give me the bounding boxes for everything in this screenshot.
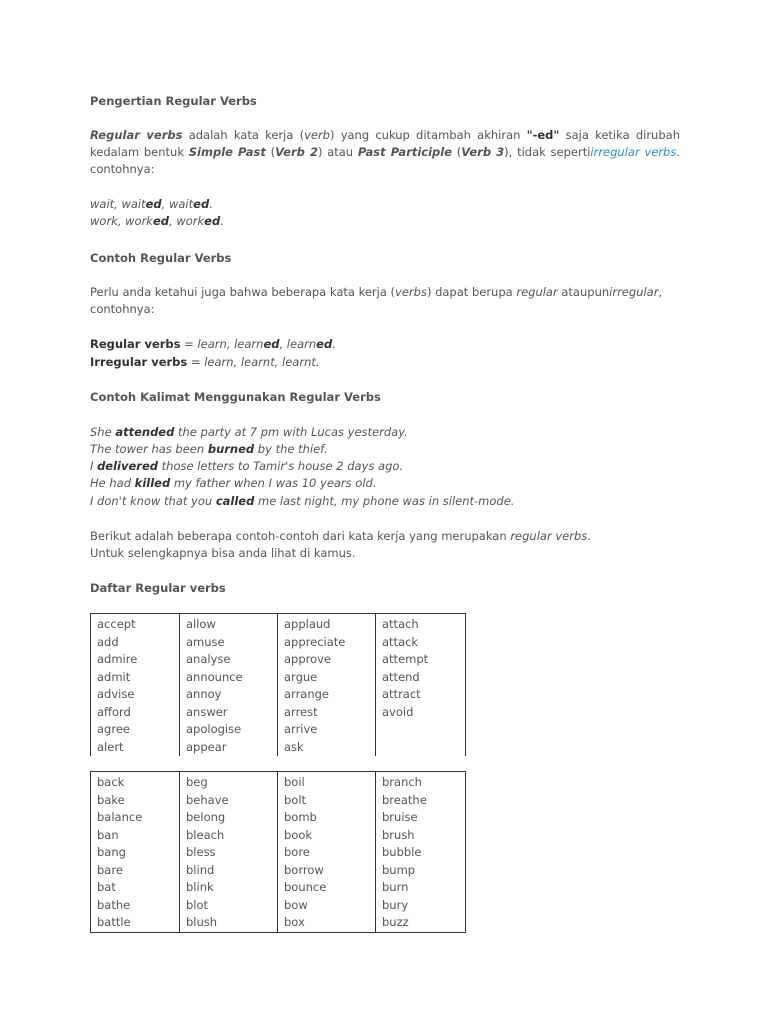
heading-kalimat: Contoh Kalimat Menggunakan Regular Verbs (90, 390, 381, 404)
verb-cell: battle (97, 915, 131, 929)
verb-cell: bounce (284, 880, 327, 894)
def-verb2: Verb 2 (275, 145, 318, 159)
def-text: ( (452, 145, 462, 159)
table-column (376, 772, 466, 933)
verb-cell: bang (97, 845, 126, 859)
verb-cell: argue (284, 669, 318, 684)
table-column (91, 614, 180, 757)
irregular-verbs-example: Irregular verbs = learn, learnt, learnt. (90, 355, 320, 369)
verb-cell: box (284, 915, 305, 929)
verb-cell: apologise (186, 722, 242, 736)
verb-cell: balance (97, 810, 143, 824)
verb-cell: bury (382, 897, 409, 912)
verb-cell: approve (284, 652, 332, 666)
verb-cell (382, 721, 459, 739)
verb-cell: bolt (284, 792, 307, 807)
def-text: . contohnya: (90, 145, 680, 176)
verb-cell: analyse (186, 652, 231, 666)
verb-cell: arrest (284, 704, 318, 719)
definition-paragraph (90, 127, 680, 178)
irregular-verbs-link[interactable]: irregular verbs (590, 145, 677, 159)
table-column (180, 614, 278, 757)
verb-cell: annoy (186, 687, 222, 701)
heading-daftar: Daftar Regular verbs (90, 581, 226, 595)
verb-cell: admire (97, 652, 138, 666)
verb-cell: borrow (284, 862, 324, 877)
verb-cell: afford (97, 704, 131, 719)
verb-cell: bat (97, 880, 116, 894)
verb-cell: bomb (284, 810, 317, 824)
verb-cell: bless (186, 845, 216, 859)
verb-cell: agree (97, 722, 130, 736)
def-verb3: Verb 3 (461, 145, 505, 159)
example-wait: wait, waited, waited. (90, 197, 213, 211)
verb-cell: allow (186, 617, 216, 631)
def-text: ) atau (317, 145, 358, 159)
verb-cell: bow (284, 897, 308, 912)
verb-cell: burn (382, 880, 409, 894)
table-column (278, 772, 376, 933)
def-text: ( (265, 145, 276, 159)
verb-cell: bore (284, 845, 310, 859)
verb-cell: attract (382, 687, 421, 701)
verb-cell: branch (382, 775, 422, 789)
verb-cell: appreciate (284, 634, 346, 649)
verb-cell: blind (186, 862, 215, 877)
verb-cell: attempt (382, 652, 429, 666)
verb-cell (382, 739, 459, 757)
verb-cell: add (97, 634, 119, 649)
table-column (91, 772, 180, 933)
verb-cell: attach (382, 617, 419, 631)
verb-cell: answer (186, 704, 228, 719)
verb-cell: beg (186, 775, 208, 789)
verb-cell: arrive (284, 722, 318, 736)
verb-cell: attend (382, 669, 420, 684)
heading-contoh: Contoh Regular Verbs (90, 251, 232, 265)
table-column (376, 614, 466, 757)
verb-cell: bare (97, 862, 123, 877)
verb-cell: admit (97, 669, 131, 684)
verb-cell: ask (284, 739, 304, 754)
table-column (278, 614, 376, 757)
berikut-paragraph: Berikut adalah beberapa contoh-contoh dari kata kerja yang merupakan regular verbs. Untuk selengkapnya bisa anda lihat di kamus. (90, 529, 591, 560)
def-past-participle: Past Participle (357, 145, 453, 159)
verb-cell: blink (186, 880, 214, 894)
verb-cell: announce (186, 669, 243, 684)
def-term: Regular verbs (90, 128, 183, 142)
verb-cell: belong (186, 810, 226, 824)
sentence: The tower has been burned by the thief. (90, 442, 328, 456)
def-simple-past: Simple Past (188, 145, 266, 159)
def-text: ) yang cukup ditambah akhiran (330, 128, 527, 142)
verb-cell: book (284, 827, 313, 842)
example-work: work, worked, worked. (90, 214, 224, 228)
verb-cell: behave (186, 792, 229, 807)
verb-cell: buzz (382, 915, 409, 929)
sentence: He had killed my father when I was 10 years old. (90, 476, 377, 490)
verb-cell: bake (97, 792, 125, 807)
verb-cell: bathe (97, 897, 131, 912)
regular-verbs-example: Regular verbs = learn, learned, learned. (90, 337, 336, 351)
regular-verbs-table-b (90, 771, 466, 933)
verb-cell: bump (382, 862, 416, 877)
verb-cell: avoid (382, 704, 414, 719)
verb-cell: blush (186, 915, 218, 929)
verb-cell: appear (186, 739, 227, 754)
def-text: ), tidak seperti (504, 145, 591, 159)
heading-pengertian: Pengertian Regular Verbs (90, 94, 257, 108)
def-verb: verb (304, 128, 330, 142)
def-text: adalah kata kerja ( (182, 128, 305, 142)
verb-cell: bleach (186, 827, 225, 842)
sentence: She attended the party at 7 pm with Lucas yesterday. (90, 425, 408, 439)
verb-cell: brush (382, 827, 415, 842)
verb-cell: bruise (382, 810, 418, 824)
verb-cell: applaud (284, 617, 331, 631)
verb-cell: boil (284, 775, 305, 789)
verb-cell: blot (186, 897, 209, 912)
verb-cell: bubble (382, 845, 422, 859)
verb-cell: alert (97, 739, 124, 754)
verb-cell: advise (97, 687, 135, 701)
sentence: I don't know that you called me last night, my phone was in silent-mode. (90, 494, 515, 508)
def-suffix: "-ed" (526, 128, 560, 142)
verb-cell: ban (97, 827, 119, 842)
verb-cell: arrange (284, 687, 330, 701)
verb-cell: back (97, 775, 125, 789)
verb-cell: accept (97, 617, 136, 631)
verb-cell: amuse (186, 634, 225, 649)
sentence: I delivered those letters to Tamir's house 2 days ago. (90, 459, 404, 473)
regular-verbs-table-a (90, 613, 466, 756)
def-text: saja ketika dirubah kedalam bentuk (90, 128, 680, 159)
verb-cell: attack (382, 634, 419, 649)
verb-cell: breathe (382, 792, 427, 807)
table-column (180, 772, 278, 933)
intro-paragraph: Perlu anda ketahui juga bahwa beberapa kata kerja (verbs) dapat berupa regular ataupunirregular, contohnya: (90, 285, 663, 316)
